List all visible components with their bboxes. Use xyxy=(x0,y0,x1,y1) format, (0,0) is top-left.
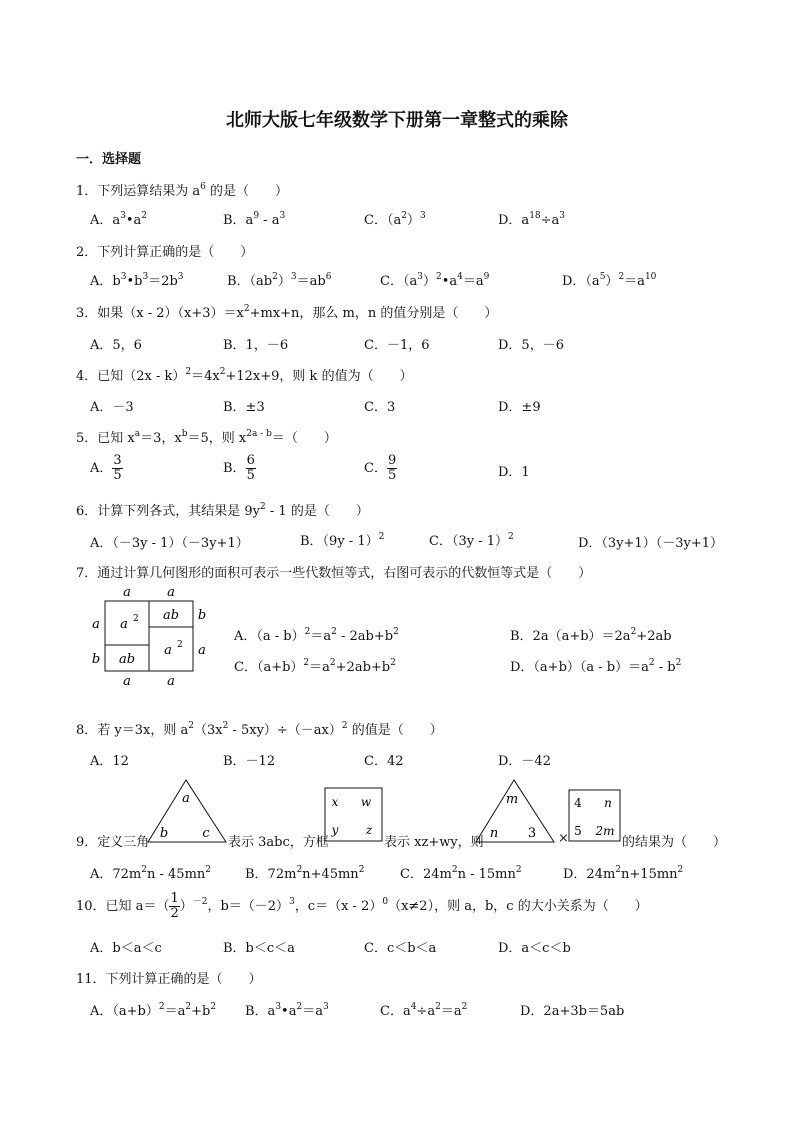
q8-option-b[interactable]: B．－12 xyxy=(223,754,276,769)
top-label: a xyxy=(167,585,175,600)
svg-text:2m: 2m xyxy=(595,824,615,838)
q7-option-d[interactable]: D．$(a+b)(a - b)=a^2 - b^2$ xyxy=(510,658,682,675)
question-9-stem-3: 表示 xz+wy，则 xyxy=(384,835,484,850)
box-figure-1 xyxy=(324,787,384,843)
q1-option-d[interactable]: D．$a^{18}\div a^3$ xyxy=(498,211,566,228)
question-6-stem: 6．计算下列各式，其结果是 $9y^2 - 1$ 的是（ ） xyxy=(76,502,369,519)
question-1-stem: 1．下列运算结果为 $a^6$ 的是（ ） xyxy=(76,182,289,199)
question-5-stem: 5．已知 $x^a=3$，$x^b=5$，则 $x^{2a - b}=$（ ） xyxy=(76,429,337,446)
q6-option-d[interactable]: D．（3y+1）（－3y+1） xyxy=(578,536,723,551)
svg-text:c: c xyxy=(202,826,210,841)
svg-text:2: 2 xyxy=(133,614,139,624)
section-heading: 一．选择题 xyxy=(76,152,142,167)
q5-option-d[interactable]: D．1 xyxy=(498,465,530,480)
q2-option-b[interactable]: B．$(ab^2)^3=ab^6$ xyxy=(227,272,332,289)
q11-option-c[interactable]: C．$a^4\div a^2=a^2$ xyxy=(380,1002,468,1019)
q7-option-c[interactable]: C．$(a+b)^2=a^2+2ab+b^2$ xyxy=(234,658,396,675)
question-9-stem-1: 9．定义三角 xyxy=(76,835,150,850)
q8-option-d[interactable]: D．－42 xyxy=(498,754,551,769)
cell-label: ab xyxy=(118,652,136,667)
q9-option-d[interactable]: D．$24m^2n+15mn^2$ xyxy=(563,865,684,882)
q10-option-d[interactable]: D．a＜c＜b xyxy=(498,941,571,956)
cell-label: ab xyxy=(162,608,180,623)
left-label: a xyxy=(92,617,100,632)
svg-text:4: 4 xyxy=(574,796,582,810)
left-label: b xyxy=(91,652,101,667)
question-9-stem-2: 表示 3abc，方框 xyxy=(228,835,329,850)
question-2-stem: 2．下列计算正确的是（ ） xyxy=(76,245,254,260)
q8-option-c[interactable]: C．42 xyxy=(364,754,404,769)
q3-option-d[interactable]: D．5，－6 xyxy=(498,338,564,353)
right-label: a xyxy=(198,643,206,658)
q10-option-c[interactable]: C．c＜b＜a xyxy=(364,941,437,956)
svg-text:a: a xyxy=(182,791,190,806)
q4-option-a[interactable]: A．－3 xyxy=(90,400,134,415)
q3-option-a[interactable]: A．5，6 xyxy=(90,338,142,353)
q1-option-a[interactable]: A．$a^3•a^2$ xyxy=(90,211,148,228)
bottom-label: a xyxy=(167,674,175,689)
svg-text:2: 2 xyxy=(177,640,183,650)
area-diagram xyxy=(86,584,216,690)
q8-option-a[interactable]: A．12 xyxy=(90,754,129,769)
svg-text:y: y xyxy=(331,823,339,837)
question-9-stem-4: 的结果为（ ） xyxy=(622,835,727,850)
q4-option-b[interactable]: B．±3 xyxy=(223,400,265,415)
page-title: 北师大版七年级数学下册第一章整式的乘除 xyxy=(226,110,568,131)
q11-option-a[interactable]: A．$(a+b)^2=a^2+b^2$ xyxy=(90,1002,217,1019)
q7-option-b[interactable]: B．$2a(a+b)=2a^2+2ab$ xyxy=(510,627,672,644)
q4-option-d[interactable]: D．±9 xyxy=(498,400,541,415)
q6-option-a[interactable]: A．（－3y - 1）（－3y+1） xyxy=(90,536,249,551)
fraction: $\frac{1}{2}$ xyxy=(170,891,179,921)
q2-option-c[interactable]: C．$(a^3)^2•a^4=a^9$ xyxy=(380,272,490,289)
svg-text:3: 3 xyxy=(527,826,537,841)
svg-text:z: z xyxy=(365,823,373,837)
q4-option-c[interactable]: C．3 xyxy=(364,400,396,415)
svg-text:x: x xyxy=(331,795,339,809)
question-8-stem: 8．若 y＝3x，则 $a^2(3x^2 - 5xy)\div(-ax)^2$ 的值是（ ） xyxy=(76,721,443,738)
q3-option-b[interactable]: B．1，－6 xyxy=(223,338,289,353)
q5-option-c[interactable]: C． $\frac{9}{5}$ xyxy=(364,453,397,483)
fraction: $\frac{6}{5}$ xyxy=(246,453,255,483)
question-7-stem: 7．通过计算几何图形的面积可表示一些代数恒等式，右图可表示的代数恒等式是（ ） xyxy=(76,566,592,581)
triangle-figure-1 xyxy=(146,778,228,844)
cell-label: a xyxy=(120,617,128,632)
q3-option-c[interactable]: C．－1，6 xyxy=(364,338,430,353)
fraction: $\frac{3}{5}$ xyxy=(113,453,122,483)
q9-option-b[interactable]: B．$72m^2n+45mn^2$ xyxy=(245,865,365,882)
cell-label: a xyxy=(164,643,172,658)
question-10-stem: 10．已知 a＝（ $\frac{1}{2}$ ）$^{-2}$，$b=(-2)^3$，c＝（x - 2）$^0$（x≠2），则 a，b，c 的大小关系为（ ） xyxy=(76,891,648,921)
svg-text:n: n xyxy=(489,826,499,841)
q11-option-d[interactable]: D．2a+3b＝5ab xyxy=(520,1004,625,1019)
q2-option-d[interactable]: D．$(a^5)^2=a^{10}$ xyxy=(562,272,657,289)
q9-option-c[interactable]: C．$24m^2n - 15mn^2$ xyxy=(400,865,522,882)
svg-text:b: b xyxy=(159,826,169,841)
q6-option-b[interactable]: B．（9y - 1）$^2$ xyxy=(300,532,385,549)
triangle-figure-2 xyxy=(474,778,558,844)
q9-option-a[interactable]: A．$72m^2n - 45mn^2$ xyxy=(90,865,212,882)
question-4-stem: 4．已知$(2x - k)^2=4x^2+12x+9$，则 k 的值为（ ） xyxy=(76,367,413,384)
q10-option-a[interactable]: A．b＜a＜c xyxy=(90,941,162,956)
q5-option-a[interactable]: A． $\frac{3}{5}$ xyxy=(90,453,122,483)
q11-option-b[interactable]: B．$a^3•a^2=a^3$ xyxy=(245,1002,329,1019)
q5-option-b[interactable]: B． $\frac{6}{5}$ xyxy=(223,453,255,483)
q2-option-a[interactable]: A．$b^3•b^3=2b^3$ xyxy=(90,272,184,289)
svg-text:m: m xyxy=(505,792,519,807)
q1-option-c[interactable]: C．$(a^2)^3$ xyxy=(364,211,426,228)
svg-text:w: w xyxy=(360,795,372,809)
q7-option-a[interactable]: A．$(a - b)^2=a^2 - 2ab+b^2$ xyxy=(234,627,399,644)
svg-text:5: 5 xyxy=(574,824,582,838)
box-figure-2 xyxy=(568,789,622,843)
right-label: b xyxy=(197,608,207,623)
times-sign: × xyxy=(558,831,569,846)
svg-text:n: n xyxy=(604,796,612,810)
question-11-stem: 11．下列计算正确的是（ ） xyxy=(76,972,262,987)
question-3-stem: 3．如果$(x - 2)(x+3)=x^2+mx+n$，那么 m，n 的值分别是（ ） xyxy=(76,304,498,321)
top-label: a xyxy=(123,585,131,600)
bottom-label: a xyxy=(123,674,131,689)
q6-option-c[interactable]: C．（3y - 1）$^2$ xyxy=(429,532,514,549)
q10-option-b[interactable]: B．b＜c＜a xyxy=(223,941,295,956)
q1-option-b[interactable]: B．$a^9 - a^3$ xyxy=(223,211,286,228)
fraction: $\frac{9}{5}$ xyxy=(387,453,397,483)
